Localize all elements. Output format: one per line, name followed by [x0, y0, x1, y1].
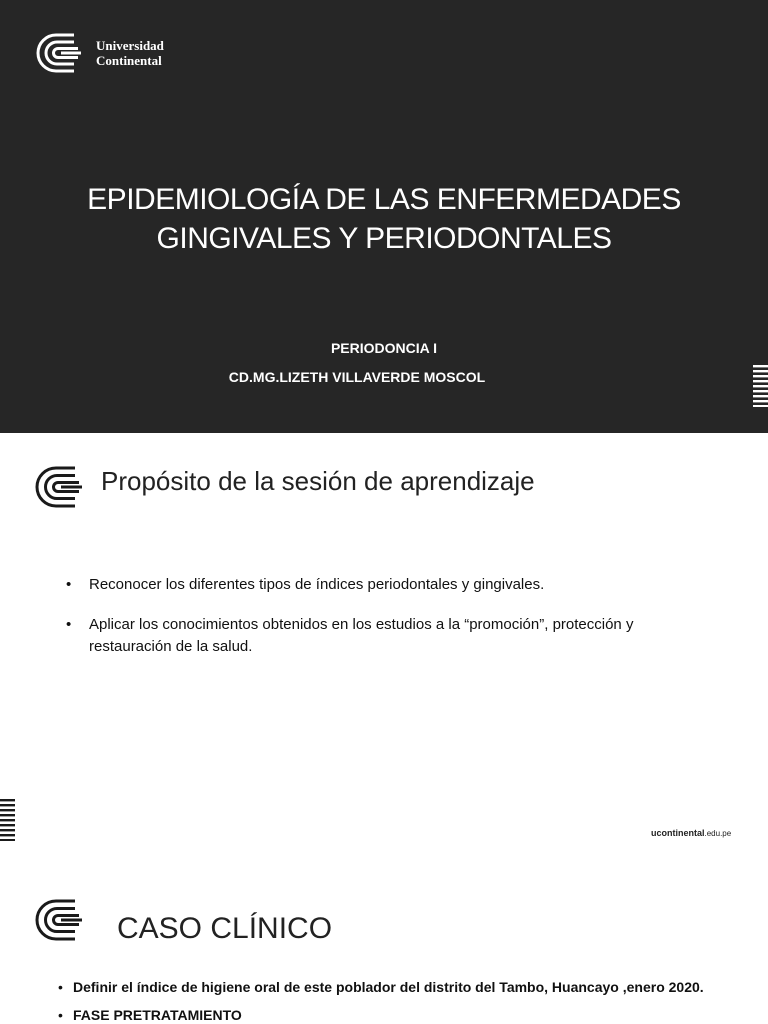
university-name	[96, 38, 164, 68]
brand-line-2: Continental	[96, 53, 162, 68]
bullet-marker: •	[58, 979, 63, 995]
bullet-marker: •	[58, 1007, 63, 1023]
purpose-slide	[0, 433, 768, 858]
brand-line-1: Universidad	[96, 38, 164, 53]
case-list	[58, 980, 728, 1024]
purpose-list	[66, 574, 706, 676]
uc-logo-icon	[33, 898, 90, 942]
title-line-2: GINGIVALES Y PERIODONTALES	[156, 222, 612, 255]
uc-logo-icon	[33, 465, 90, 509]
list-item-text: Aplicar los conocimientos obtenidos en los estudios a la “promoción”, protección y restauración de la salud.	[89, 616, 634, 655]
case-slide	[0, 858, 768, 1024]
stripes-icon	[753, 365, 768, 407]
stripes-icon	[0, 799, 15, 841]
title-line-1: EPIDEMIOLOGÍA DE LAS ENFERMEDADES	[87, 183, 681, 216]
uc-logo-icon	[34, 32, 89, 74]
bullet-marker: •	[66, 616, 72, 633]
footer-brand-name: ucontinental	[651, 828, 705, 838]
list-item-text: Definir el índice de higiene oral de este poblador del distrito del Tambo, Huancayo ,enero 2020.	[73, 979, 704, 995]
course-name: PERIODONCIA I	[330, 340, 438, 356]
title-slide	[0, 0, 768, 433]
list-item	[58, 1008, 728, 1023]
list-item	[58, 980, 728, 995]
list-item	[66, 574, 706, 596]
bullet-marker: •	[66, 576, 72, 593]
list-item	[66, 614, 706, 658]
footer-brand	[651, 828, 731, 838]
slide-heading: CASO CLÍNICO	[117, 912, 333, 945]
list-item-text: FASE PRETRATAMIENTO	[73, 1007, 242, 1023]
footer-brand-suffix: .edu.pe	[704, 829, 732, 838]
slide-heading: Propósito de la sesión de aprendizaje	[101, 466, 535, 496]
author-name: CD.MG.LIZETH VILLAVERDE MOSCOL	[228, 369, 486, 385]
presentation-title	[20, 180, 748, 258]
list-item-text: Reconocer los diferentes tipos de índices periodontales y gingivales.	[89, 576, 545, 593]
